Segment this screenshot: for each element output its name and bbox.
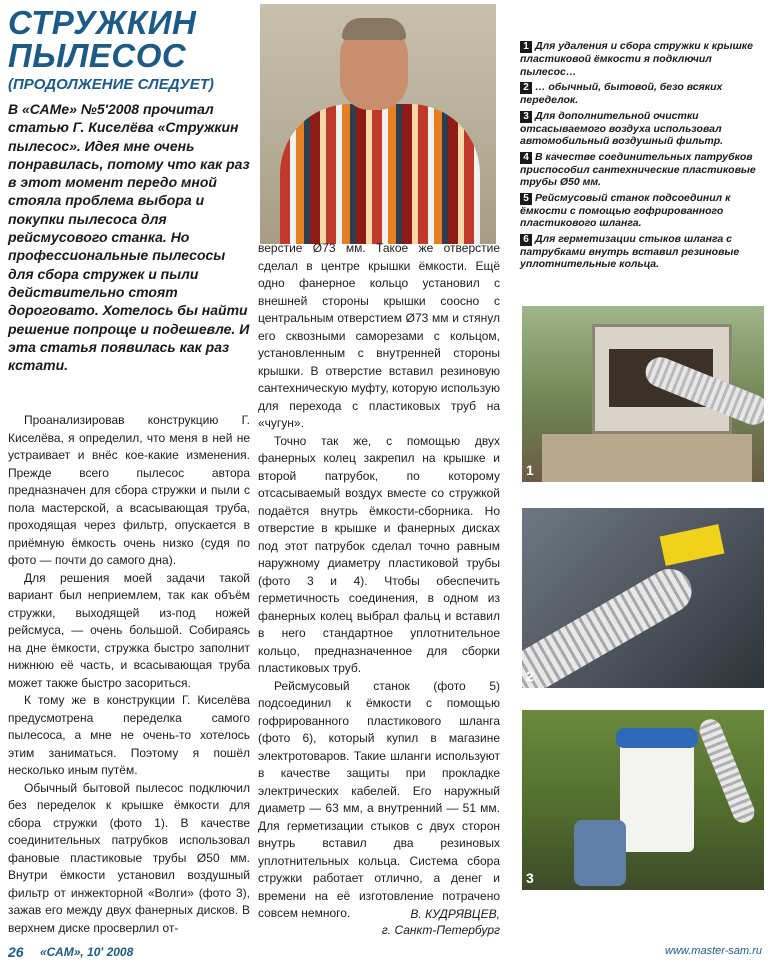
paragraph: Проанализировав конструкцию Г. Киселёва, я определил, что меня в ней не устраивает и внёс кое-какие изменения. Прежде всего пылесос автора предназначен для сбора стружки и пыли с пола мастерской, а всасывающая труба, проходящая через фильтр, опускается в приёмную ёмкость очень низко (судя по фото — почти до самого дна). (8, 413, 250, 567)
paragraph: Для решения моей задачи такой вариант был неприемлем, так как объём стружки, выходящей из-под ножей рейсмуса, — очень большой. Собираясь на дне ёмкости, стружка быстро заполнит нижнюю её часть, и всасывающая труба может также быстро засориться. (8, 570, 250, 690)
text-column-1 (8, 412, 250, 937)
photo-number: 2 (526, 668, 534, 684)
workbench (542, 434, 752, 482)
paragraph: Обычный бытовой пылесос подключил без переделок к крышке ёмкости для сбора стружки (фото 1). В качестве соединительных патрубков использовал фановые пластиковые трубы Ø50 мм. Внутри ёмкости установил воздушный фильтр от инжекторной «Волги» (фото 3), зажав его между двух фанерных дисков. В верхнем диске просверлил от- (8, 780, 250, 935)
paragraph: К тому же в конструкции Г. Киселёва предусмотрена переделка самого пылесоса, а мне не очень-то хотелось этим заниматься. Поэтому я пошёл несколько иным путём. (8, 693, 250, 777)
caption-text: Для удаления и сбора стружки к крышке пластиковой ёмкости я подключил пылесос… (520, 40, 753, 78)
collector-bucket (620, 732, 694, 852)
paragraph: Точно так же, с помощью двух фанерных колец закрепил на крышке и второй патрубок, по которому отсасываемый воздух вместе со стружкой подаётся внутрь ёмкости-сборника. Но отверстие в крышке и фанерных дисках под этот патрубок сделал точно равным наружному диаметру пластиковой трубы (фото 3 и 4). Чтобы обеспечить герметичность соединения, в одном из фанерных колец выбрал фальц и вставил в него стандартное уплотнительное кольцо, предназначенное для сборки пластиковых труб. (258, 433, 500, 675)
photo-number: 1 (526, 462, 534, 478)
article-subtitle: (ПРОДОЛЖЕНИЕ СЛЕДУЕТ) (8, 76, 214, 93)
bucket-lid (616, 728, 698, 748)
paragraph: верстие Ø73 мм. Такое же отверстие сделал в центре крышки ёмкости. Ещё одно фанерное кольцо установил с внешней стороны крышки соосно с центральным отверстием Ø73 мм и стянул его сквозными саморезами с кольцом, установленным с внутренней стороны крышки. В отверстие вставил резиновую сантехническую муфту, которую использую для перехода с пластиковых труб на «чугун». (258, 241, 500, 430)
author-signature (360, 906, 500, 938)
caption-number: 1 (520, 41, 532, 53)
website-link: www.master-sam.ru (665, 945, 762, 957)
caption-1 (520, 40, 764, 78)
author-city: г. Санкт-Петербург (381, 923, 500, 937)
caption-number: 2 (520, 82, 532, 94)
hair (342, 18, 406, 40)
text-column-2 (258, 240, 500, 923)
caption-5 (520, 192, 764, 230)
caption-6 (520, 233, 764, 271)
photo-planer-with-hose (522, 306, 764, 482)
striped-shirt (280, 104, 480, 244)
author-name: В. КУДРЯВЦЕВ, (410, 907, 500, 921)
photo-number: 3 (526, 870, 534, 886)
photo-chip-collector-bucket (522, 710, 764, 890)
paragraph: Рейсмусовый станок (фото 5) подсоединил к ёмкости с помощью гофрированного пластикового шланга (фото 6), который купил в магазине электротоваров. Такие шланги используют в качестве защиты при прокладке электрических кабелей. Его наружный диаметр — 63 мм, а внутренний — 51 мм. Для герметизации стыков с двух сторон внутрь вставил два резиновых уплотнительных кольца. Система сбора стружки работает отлично, а денег и времени на её изготовление потрачено совсем немного. (258, 678, 500, 920)
caption-text: Для герметизации стыков шланга с патрубками внутрь вставил резиновые уплотнительные кольца. (520, 232, 740, 270)
magazine-issue: «САМ», 10' 2008 (40, 945, 134, 959)
air-filter (574, 820, 626, 886)
caption-4 (520, 151, 764, 189)
caption-2 (520, 81, 764, 107)
author-portrait-photo (260, 4, 496, 244)
caption-text: В качестве соединительных патрубков приспособил сантехнические пластиковые трубы Ø50 мм. (520, 150, 756, 188)
page-number: 26 (8, 944, 24, 960)
caption-text: … обычный, бытовой, безо всяких переделок. (520, 81, 723, 106)
photo-captions (520, 40, 764, 274)
photo-hose-connection (522, 508, 764, 688)
caption-3 (520, 110, 764, 148)
caption-number: 5 (520, 193, 532, 205)
caption-number: 3 (520, 111, 532, 123)
caption-number: 4 (520, 152, 532, 164)
corrugated-hose (696, 716, 758, 826)
page-footer (0, 940, 768, 964)
article-lead: В «САМе» №5'2008 прочитал статью Г. Киселёва «Стружкин пылесос». Идея мне очень понравилась, потому что как раз в этот момент передо мной стояла проблема выбора и покупки пылесоса для рейсмусового станка. Но профессиональные пылесосы для сбора стружек и пыли действительно стоят дороговато. Хотелось бы найти решение попроще и подешевле. И эта статья появилась как раз кстати. (8, 101, 250, 374)
corrugated-hose (522, 561, 700, 688)
caption-text: Для дополнительной очистки отсасываемого воздуха использовал автомобильный воздушный фильтр. (520, 109, 724, 147)
article-title: СТРУЖКИН ПЫЛЕСОС (8, 4, 197, 74)
caption-text: Рейсмусовый станок подсоединил к ёмкости с помощью гофрированного пластикового шланга. (520, 191, 731, 229)
caption-number: 6 (520, 234, 532, 246)
yellow-label (660, 524, 725, 566)
